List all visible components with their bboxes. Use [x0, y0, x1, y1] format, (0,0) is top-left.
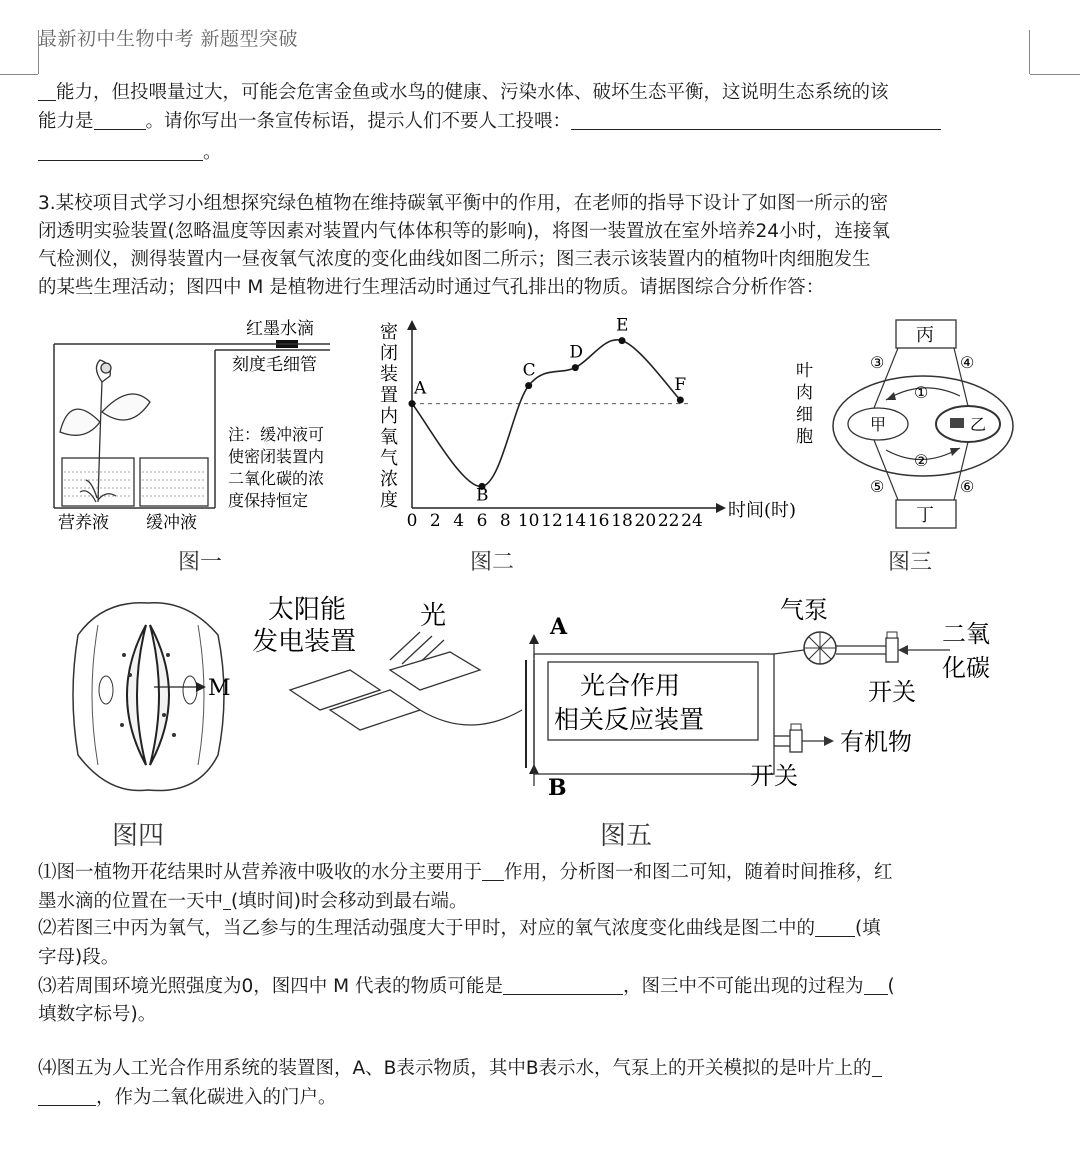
guard-cell-right — [150, 625, 169, 765]
fig5-box-line-2: 相关反应装置 — [554, 705, 705, 734]
answer-blank[interactable] — [38, 1087, 96, 1107]
buffer-container — [140, 458, 208, 506]
q3-line-2: 闭透明实验装置(忽略温度等因素对装置内气体体积等的影响)，将图一装置放在室外培养24小时，连接氧 — [38, 221, 890, 242]
fig4-m-label: M — [208, 676, 231, 701]
sub-question-4-line-1: ⑷图五为人工光合作用系统的装置图，A、B表示物质，其中B表示水，气泵上的开关模拟的是叶片上的 — [38, 1054, 1028, 1083]
figure-3-mesophyll-cell — [790, 318, 1060, 533]
fig5-pump-label: 气泵 — [780, 596, 828, 624]
fig1-note-line: 使密闭装置内 — [228, 447, 325, 466]
chart-x-tick: 22 — [657, 511, 680, 531]
figure-4-stoma — [58, 595, 238, 805]
fig1-note-line: 注：缓冲液可 — [228, 425, 325, 444]
chart-x-tick: 18 — [611, 511, 633, 531]
figure-5-artificial-photosynthesis — [250, 590, 1030, 805]
fig3-n6: ⑥ — [960, 477, 975, 496]
chart-point-label: A — [414, 378, 427, 399]
fig4-caption: 图四 — [112, 821, 165, 851]
nucleus — [183, 676, 197, 704]
chart-point-D — [572, 364, 579, 371]
chart-x-tick: 2 — [429, 511, 441, 531]
fig2-caption: 图二 — [470, 550, 515, 575]
page-header: 最新初中生物中考 新题型突破 — [38, 28, 299, 50]
chart-y-label-char: 闭 — [380, 343, 398, 364]
chart-points — [409, 316, 687, 506]
fig1-tube-label: 刻度毛细管 — [232, 355, 317, 375]
chart-x-tick: 8 — [499, 511, 511, 531]
fig3-n2: ② — [914, 451, 929, 470]
sub-question-2-line-2: 字母)段。 — [38, 947, 120, 968]
fig3-side-label — [796, 361, 813, 447]
corner-mark-left — [0, 74, 38, 75]
fig5-b-label: B — [548, 775, 567, 801]
fig3-n1: ① — [914, 383, 929, 402]
fig1-buffer-label: 缓冲液 — [146, 513, 197, 533]
fig3-bottom-label: 丁 — [916, 505, 934, 526]
fig5-co2-label-2: 化碳 — [942, 654, 990, 682]
chart-x-tick: 16 — [587, 511, 610, 531]
chart-x-tick: 24 — [681, 511, 703, 531]
chart-x-tick: 0 — [406, 511, 418, 531]
chart-point-label: C — [522, 360, 536, 381]
solar-panels — [290, 652, 480, 730]
fig5-solar-label-2: 发电装置 — [252, 627, 357, 657]
fig5-light-label: 光 — [420, 601, 447, 631]
sub-question-1-line-2: 墨水滴的位置在一天中 (填时间)时会移动到最右端。 — [38, 891, 468, 912]
fig5-switch-1-label: 开关 — [868, 678, 916, 706]
fig3-side-char: 肉 — [796, 383, 813, 403]
corner-mark-right — [1030, 74, 1080, 75]
chart-x-tick: 4 — [453, 511, 465, 531]
fig5-solar-label-1: 太阳能 — [268, 595, 347, 625]
intro-line-3: 。 — [38, 138, 1028, 167]
guard-cell-left — [127, 625, 146, 765]
fig5-caption: 图五 — [600, 821, 653, 851]
sub-question-2-line-1: ⑵若图三中丙为氧气，当乙参与的生理活动强度大于甲时，对应的氧气浓度变化曲线是图二中的 (填 — [38, 918, 881, 939]
chart-point-A — [409, 400, 416, 407]
chart-y-axis-arrow — [407, 320, 417, 330]
chart-x-tick: 20 — [634, 511, 657, 531]
fig5-switch-2-label: 开关 — [750, 762, 798, 790]
corner-mark-left-vertical — [38, 30, 39, 74]
chart-point-label: F — [674, 375, 687, 395]
chart-x-tick: 12 — [541, 511, 563, 531]
fig3-caption: 图三 — [888, 550, 933, 575]
fig3-side-char: 胞 — [796, 427, 813, 447]
answer-blank[interactable] — [482, 862, 504, 882]
answer-blank[interactable] — [872, 1058, 882, 1078]
fig3-side-char: 叶 — [796, 361, 813, 381]
fig1-caption: 图一 — [178, 550, 223, 575]
fig3-n3: ③ — [870, 353, 885, 372]
answer-blank[interactable] — [223, 891, 231, 911]
sub-question-4-line-2: ，作为二氧化碳进入的门户。 — [38, 1083, 1028, 1112]
nucleus — [99, 676, 113, 704]
chart-y-label-char: 度 — [380, 490, 398, 511]
fig3-n4: ④ — [960, 353, 975, 372]
answer-blank[interactable] — [815, 918, 855, 938]
chart-x-tick: 14 — [564, 511, 587, 531]
chloroplast-yi — [936, 406, 1000, 442]
fig1-note-line: 二氧化碳的浓 — [228, 469, 325, 488]
fig1-nutrient-label: 营养液 — [58, 513, 109, 533]
chart-y-label-char: 气 — [380, 448, 398, 469]
fig5-organic-label: 有机物 — [840, 728, 912, 756]
chart-point-label: E — [616, 315, 629, 336]
chart-x-label: 时间(时) — [728, 500, 797, 521]
chart-y-label-char: 浓 — [380, 469, 398, 490]
q3-line-1: 3.某校项目式学习小组想探究绿色植物在维持碳氧平衡中的作用，在老师的指导下设计了如图一所示的密 — [38, 193, 889, 214]
epidermal-cells — [73, 603, 224, 791]
fig3-jia-label: 甲 — [870, 415, 887, 434]
switch-1[interactable] — [886, 638, 898, 662]
intro-line-2: 能力是 。请你写出一条宣传标语，提示人们不要人工投喂： — [38, 107, 1028, 136]
fig3-side-char: 细 — [796, 405, 813, 425]
chart-x-axis-arrow — [716, 503, 726, 513]
q3-line-3: 气检测仪，测得装置内一昼夜氧气浓度的变化曲线如图二所示；图三表示该装置内的植物叶肉细胞发生 — [38, 249, 871, 270]
chart-x-tick: 6 — [476, 511, 488, 531]
plant-drawing — [60, 360, 150, 502]
chart-y-label-char: 置 — [380, 385, 398, 406]
sub-question-3-line-2: 填数字标号)。 — [38, 1004, 157, 1025]
answer-blank[interactable] — [38, 142, 203, 162]
chart-y-label-char: 内 — [380, 406, 398, 427]
chart-point-label: B — [476, 485, 489, 506]
chart-y-label-char: 装 — [380, 364, 398, 385]
chloroplast-grana — [950, 418, 964, 428]
answer-blank[interactable] — [864, 976, 888, 996]
fig3-yi-label: 乙 — [970, 415, 987, 434]
chart-point-C — [525, 382, 532, 389]
fig1-note-line: 度保持恒定 — [228, 491, 309, 510]
fig5-a-label: A — [550, 614, 568, 640]
fig3-n5: ⑤ — [870, 477, 885, 496]
sub-question-1-line-1: ⑴图一植物开花结果时从营养液中吸收的水分主要用于 作用，分析图一和图二可知，随着时间推移，红 — [38, 862, 893, 883]
chart-x-ticks — [407, 511, 703, 531]
chart-y-label — [380, 322, 398, 511]
figure-2-oxygen-chart — [378, 315, 797, 533]
answer-blank[interactable] — [94, 111, 146, 131]
intro-line-1: 能力，但投喂量过大，可能会危害金鱼或水鸟的健康、污染水体、破坏生态平衡，这说明生态系统的该 — [38, 78, 1028, 107]
chart-y-label-char: 氧 — [380, 427, 398, 448]
sub-question-3-line-1: ⑶若周围环境光照强度为0，图四中 M 代表的物质可能是 ，图三中不可能出现的过程为 ( — [38, 976, 895, 997]
fig5-box-line-1: 光合作用 — [580, 671, 681, 700]
q3-line-4: 的某些生理活动；图四中 M 是植物进行生理活动时通过气孔排出的物质。请据图综合分析作答： — [38, 277, 825, 298]
corner-mark-right-vertical — [1029, 30, 1030, 74]
fig5-co2-label-1: 二氧 — [942, 620, 990, 648]
answer-blank[interactable] — [571, 111, 941, 131]
chart-point-F — [677, 397, 684, 404]
fig3-top-label: 丙 — [916, 325, 934, 346]
chart-x-tick: 10 — [517, 511, 540, 531]
chart-point-label: D — [569, 342, 583, 363]
answer-blank[interactable] — [38, 82, 56, 102]
figure-1-apparatus — [40, 312, 370, 542]
wire — [420, 710, 522, 725]
chart-line-series — [412, 340, 680, 487]
switch-2[interactable] — [790, 730, 802, 752]
chart-point-E — [619, 337, 626, 344]
answer-blank[interactable] — [503, 976, 623, 996]
chart-y-label-char: 密 — [380, 322, 398, 343]
fig1-drop-label: 红墨水滴 — [246, 319, 314, 339]
